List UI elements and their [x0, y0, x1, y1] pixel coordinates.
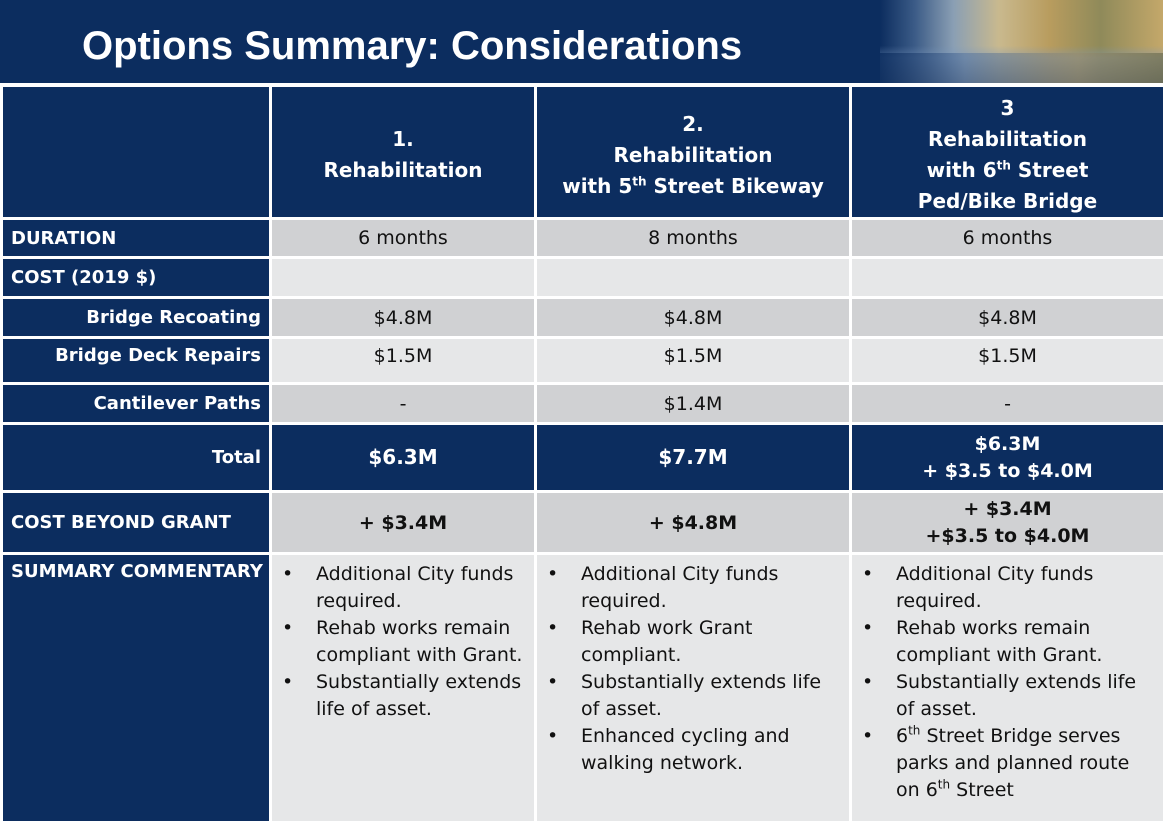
header-empty [2, 86, 271, 219]
cantilever-option-3: - [851, 384, 1163, 424]
cantilever-option-2: $1.4M [536, 384, 851, 424]
sixth-prefix: 6 [896, 725, 909, 747]
commentary-row [2, 554, 1163, 821]
beyond-grant-option-1: + $3.4M [271, 492, 536, 554]
list-item-text: Substantially extends life of asset. [316, 671, 522, 720]
list-item-text: Rehab works remain compliant with Grant. [316, 617, 523, 666]
list-item [272, 669, 534, 723]
header-row [2, 86, 1163, 219]
option-3-number: 3 [1000, 96, 1015, 120]
list-item [852, 723, 1163, 804]
beyond-grant-option-3-line-1: + $3.4M [963, 497, 1052, 520]
option-3-subtitle [852, 155, 1163, 186]
cost-option-2 [536, 258, 851, 298]
option-2-subtitle-post: Street Bikeway [646, 173, 824, 198]
sixth-sup-2: th [937, 777, 951, 792]
bridge-photo [880, 0, 1163, 83]
commentary-list-3 [852, 561, 1163, 804]
water-reflection [880, 53, 1163, 83]
beyond-grant-option-2: + $4.8M [536, 492, 851, 554]
option-3-subtitle-post: Street [1010, 158, 1089, 182]
beyond-grant-option-3 [851, 492, 1163, 554]
beyond-grant-row [2, 492, 1163, 554]
sixth-mid: Street Bridge serves parks and planned route on 6 [896, 725, 1130, 801]
list-item [852, 561, 1163, 615]
recoating-option-2: $4.8M [536, 298, 851, 338]
list-item [537, 615, 849, 669]
duration-option-2: 8 months [536, 219, 851, 258]
list-item [272, 615, 534, 669]
beyond-grant-option-3-line-2: +$3.5 to $4.0M [925, 524, 1090, 547]
deck-option-3: $1.5M [851, 338, 1163, 384]
list-item-text: Substantially extends life of asset. [896, 671, 1137, 720]
recoating-label: Bridge Recoating [2, 298, 271, 338]
bullet-icon: • [862, 671, 874, 693]
option-1-number: 1. [392, 127, 414, 151]
duration-row [2, 219, 1163, 258]
duration-label: DURATION [2, 219, 271, 258]
duration-option-3: 6 months [851, 219, 1163, 258]
total-option-3-line-2: + $3.5 to $4.0M [922, 459, 1093, 482]
list-item [272, 561, 534, 615]
option-3-name: Rehabilitation [927, 127, 1088, 151]
sixth-sup: th [908, 723, 921, 738]
cost-option-1 [271, 258, 536, 298]
option-3-subtitle-2: Ped/Bike Bridge [917, 189, 1098, 213]
deck-row [2, 338, 1163, 384]
cost-label: COST (2019 $) [2, 258, 271, 298]
cost-option-3 [851, 258, 1163, 298]
total-option-1: $6.3M [271, 424, 536, 492]
option-2-number: 2. [682, 111, 704, 136]
option-1-name: Rehabilitation [323, 158, 483, 182]
option-2-subtitle [537, 171, 849, 202]
option-3-header [851, 86, 1163, 219]
deck-option-2: $1.5M [536, 338, 851, 384]
list-item-text: Additional City funds required. [316, 563, 514, 612]
options-summary-table [0, 84, 1163, 821]
commentary-label: SUMMARY COMMENTARY [2, 554, 271, 821]
commentary-option-1 [271, 554, 536, 821]
option-2-subtitle-pre: with 5 [562, 173, 633, 198]
bullet-icon: • [862, 725, 874, 747]
list-item-text: Rehab work Grant compliant. [581, 617, 753, 666]
deck-label: Bridge Deck Repairs [2, 338, 271, 384]
option-2-header [536, 86, 851, 219]
list-item [852, 615, 1163, 669]
option-3-subtitle-sup: th [996, 158, 1011, 173]
list-item-text: Enhanced cycling and walking network. [581, 725, 790, 774]
option-3-subtitle-pre: with 6 [926, 158, 997, 182]
bullet-icon: • [282, 617, 294, 639]
bullet-icon: • [547, 671, 559, 693]
commentary-list-1 [272, 561, 534, 723]
cantilever-label: Cantilever Paths [2, 384, 271, 424]
duration-option-1: 6 months [271, 219, 536, 258]
list-item [537, 669, 849, 723]
total-option-3 [851, 424, 1163, 492]
sixth-post: Street [950, 779, 1014, 801]
recoating-option-1: $4.8M [271, 298, 536, 338]
bullet-icon: • [282, 671, 294, 693]
list-item-text: Rehab works remain compliant with Grant. [896, 617, 1103, 666]
list-item-text: Additional City funds required. [896, 563, 1094, 612]
title-bar [0, 0, 1163, 83]
list-item [537, 561, 849, 615]
total-option-3-line-1: $6.3M [974, 432, 1041, 455]
recoating-option-3: $4.8M [851, 298, 1163, 338]
option-1-header [271, 86, 536, 219]
total-option-2: $7.7M [536, 424, 851, 492]
total-row [2, 424, 1163, 492]
bullet-icon: • [282, 563, 294, 585]
commentary-option-3 [851, 554, 1163, 821]
bullet-icon: • [547, 563, 559, 585]
list-item-text [896, 725, 1129, 801]
deck-option-1: $1.5M [271, 338, 536, 384]
total-label: Total [2, 424, 271, 492]
list-item [852, 669, 1163, 723]
commentary-list-2 [537, 561, 849, 777]
list-item-text: Substantially extends life of asset. [581, 671, 822, 720]
bullet-icon: • [862, 563, 874, 585]
option-2-subtitle-sup: th [632, 173, 647, 188]
page-title: Options Summary: Considerations [82, 24, 743, 68]
option-2-name: Rehabilitation [613, 142, 773, 167]
bullet-icon: • [547, 725, 559, 747]
list-item [537, 723, 849, 777]
cost-row [2, 258, 1163, 298]
cantilever-row [2, 384, 1163, 424]
recoating-row [2, 298, 1163, 338]
list-item-text: Additional City funds required. [581, 563, 779, 612]
commentary-option-2 [536, 554, 851, 821]
cantilever-option-1: - [271, 384, 536, 424]
bullet-icon: • [547, 617, 559, 639]
beyond-grant-label: COST BEYOND GRANT [2, 492, 271, 554]
bullet-icon: • [862, 617, 874, 639]
